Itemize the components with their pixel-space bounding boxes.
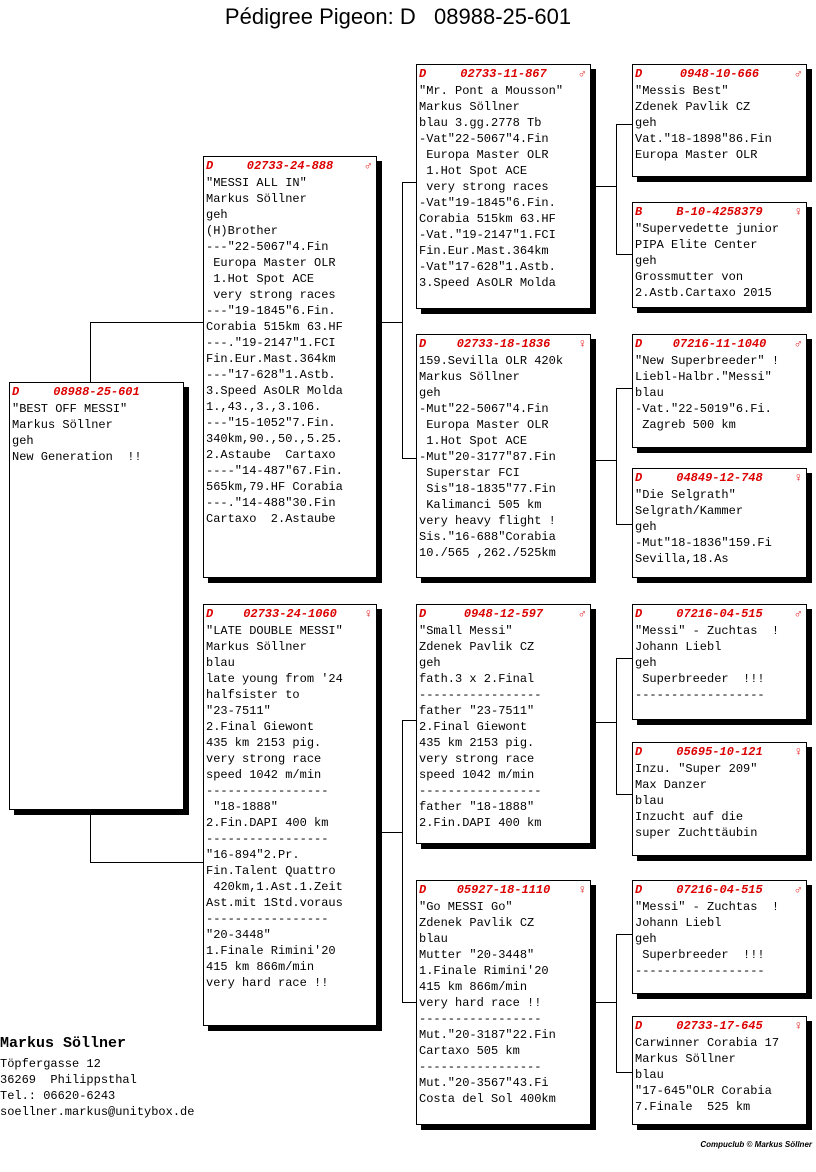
male-icon: ♂ (794, 67, 802, 81)
card-info-line: New Generation !! (12, 450, 142, 464)
ring-number: 0948-10-666 (679, 67, 760, 81)
ring-number: 07216-04-515 (676, 883, 763, 897)
card-info-line: -Vat."22-5019"6.Fi. (635, 402, 772, 416)
pigeon-card-mf-mother (632, 742, 807, 856)
card-info-line: geh (419, 656, 441, 670)
card-info-line: Superstar FCI (419, 466, 520, 480)
card-info-line: Superbreeder !!! (635, 948, 765, 962)
female-icon: ♀ (794, 745, 802, 759)
ring-number: 02733-18-1836 (456, 337, 551, 351)
card-info-line: Ast.mit 1Std.voraus (206, 896, 343, 910)
owner-phone: Tel.: 06620-6243 (0, 1089, 116, 1103)
card-info-line: "18-1888" (206, 800, 279, 814)
pigeon-card-ff-father (632, 64, 807, 177)
pigeon-card-fm-father (632, 334, 807, 448)
card-info-line: 2.Fin.DAPI 400 km (206, 816, 329, 830)
card-info-line: Markus Söllner (419, 100, 520, 114)
ring-number: 04849-12-748 (676, 471, 763, 485)
card-info-line: PIPA Elite Center (635, 238, 758, 252)
card-info-line: blau (206, 656, 235, 670)
card-info-line: 340km,90.,50.,5.25. (206, 432, 343, 446)
card-info-line: 2.Astaube Cartaxo (206, 448, 336, 462)
card-info-line: Europa Master OLR (419, 418, 549, 432)
card-info-line: "BEST OFF MESSI" (12, 402, 128, 416)
ring-number: 05695-10-121 (676, 745, 763, 759)
card-info-line: ---."14-488"30.Fin (206, 496, 336, 510)
card-info-line: 1.Hot Spot ACE (419, 434, 528, 448)
card-info-line: Markus Söllner (12, 418, 113, 432)
card-info-line: 2.Astb.Cartaxo 2015 (635, 286, 772, 300)
ring-number: 02733-24-888 (246, 159, 334, 173)
ring-number: B-10-4258379 (676, 205, 763, 219)
card-info-line: "Die Selgrath" (635, 488, 736, 502)
card-info-line: speed 1042 m/min (419, 768, 535, 782)
card-info-line: very strong races (206, 288, 336, 302)
card-info-line: -Mut"18-1836"159.Fi (635, 536, 772, 550)
card-info-line: 1.Hot Spot ACE (206, 272, 315, 286)
pigeon-card-mother-father (416, 604, 591, 844)
card-info-line: very hard race !! (206, 976, 329, 990)
female-icon: ♀ (794, 471, 802, 485)
card-info-line: 10./565 ,262./525km (419, 546, 556, 560)
card-info-line: blau (635, 794, 664, 808)
pigeon-card-fm-mother (632, 468, 807, 578)
card-info-line: "23-7511" (206, 704, 271, 718)
card-info-line: super Zuchttäubin (635, 826, 758, 840)
card-info-line: Superbreeder !!! (635, 672, 765, 686)
card-info-line: ----------------- (419, 688, 542, 702)
card-info-line: "Go MESSI Go" (419, 900, 513, 914)
card-info-line: Fin.Eur.Mast.364km (419, 244, 549, 258)
female-icon: ♀ (578, 337, 586, 351)
card-info-line: very strong races (419, 180, 549, 194)
card-info-line: Selgrath/Kammer (635, 504, 744, 518)
card-info-line: 415 km 866m/min (206, 960, 315, 974)
card-info-line: Max Danzer (635, 778, 708, 792)
card-info-line: very heavy flight ! (419, 514, 556, 528)
card-info-line: Markus Söllner (206, 192, 307, 206)
card-info-line: 435 km 2153 pig. (419, 736, 535, 750)
card-info-line: Zdenek Pavlik CZ (635, 100, 751, 114)
card-info-line: geh (635, 656, 657, 670)
card-info-line: blau (419, 932, 448, 946)
card-info-line: Cartaxo 2.Astaube (206, 512, 336, 526)
card-info-line: Kalimanci 505 km (419, 498, 542, 512)
card-info-line: "Mr. Pont a Mousson" (419, 84, 564, 98)
card-info-line: -Vat"17-628"1.Astb. (419, 260, 556, 274)
card-info-line: ----"14-487"67.Fin. (206, 464, 343, 478)
card-info-line: very strong race (206, 752, 322, 766)
card-info-line: Cartaxo 505 km (419, 1044, 520, 1058)
card-info-line: ------------------ (635, 964, 765, 978)
card-info-line: 420km,1.Ast.1.Zeit (206, 880, 343, 894)
card-info-line: ----------------- (206, 832, 329, 846)
pigeon-card-ff-mother (632, 202, 807, 308)
card-info-line: Costa del Sol 400km (419, 1092, 556, 1106)
card-info-line: 1.Finale Rimini'20 (206, 944, 336, 958)
pigeon-card-father-father (416, 64, 591, 309)
card-info-line: ----------------- (419, 1060, 542, 1074)
ring-number: 08988-25-601 (53, 385, 140, 399)
ring-number: 07216-11-1040 (672, 337, 767, 351)
ring-prefix: D (635, 745, 643, 759)
ring-prefix: D (635, 1019, 643, 1033)
card-info-line: "17-645"OLR Corabia (635, 1084, 772, 1098)
card-info-line: Europa Master OLR (206, 256, 336, 270)
card-info-line: Sis"18-1835"77.Fin (419, 482, 556, 496)
card-info-line: ---"15-1052"7.Fin. (206, 416, 336, 430)
card-info-line: "New Superbreeder" ! (635, 354, 780, 368)
pigeon-card-mother-mother (416, 880, 591, 1125)
card-info-line: ---"22-5067"4.Fin (206, 240, 329, 254)
card-info-line: 565km,79.HF Corabia (206, 480, 343, 494)
card-info-line: late young from '24 (206, 672, 343, 686)
male-icon: ♂ (364, 159, 372, 173)
card-info-line: blau (635, 1068, 664, 1082)
card-info-line: Fin.Eur.Mast.364km (206, 352, 336, 366)
card-info-line: -Vat"22-5067"4.Fin (419, 132, 549, 146)
card-info-line: Sis."16-688"Corabia (419, 530, 556, 544)
card-info-line: Fin.Talent Quattro (206, 864, 336, 878)
male-icon: ♂ (794, 337, 802, 351)
card-info-line: ------------------ (635, 688, 765, 702)
owner-email[interactable]: soellner.markus@unitybox.de (0, 1105, 195, 1119)
card-info-line: 1.Finale Rimini'20 (419, 964, 549, 978)
card-info-line: ----------------- (419, 1012, 542, 1026)
card-info-line: Liebl-Halbr."Messi" (635, 370, 772, 384)
ring-prefix: D (635, 883, 643, 897)
ring-number: 02733-17-645 (676, 1019, 763, 1033)
card-info-line: "Messi" - Zuchtas ! (635, 624, 780, 638)
footer-credit: Compuclub © Markus Söllner (700, 1140, 812, 1149)
ring-prefix: D (419, 607, 427, 621)
female-icon: ♀ (578, 883, 586, 897)
ring-number: 02733-11-867 (460, 67, 547, 81)
card-info-line: blau (635, 386, 664, 400)
card-info-line: (H)Brother (206, 224, 279, 238)
card-info-line: Johann Liebl (635, 640, 722, 654)
ring-prefix: D (206, 159, 214, 173)
card-info-line: Johann Liebl (635, 916, 722, 930)
ring-prefix: D (635, 67, 643, 81)
card-info-line: Zdenek Pavlik CZ (419, 916, 535, 930)
card-info-line: Zdenek Pavlik CZ (419, 640, 535, 654)
card-info-line: 1.,43.,3.,3.106. (206, 400, 322, 414)
card-info-line: geh (206, 208, 228, 222)
card-info-line: 7.Finale 525 km (635, 1100, 751, 1114)
card-info-line: 415 km 866m/min (419, 980, 528, 994)
card-info-line: -Mut"22-5067"4.Fin (419, 402, 549, 416)
male-icon: ♂ (578, 67, 586, 81)
male-icon: ♂ (794, 883, 802, 897)
card-info-line: geh (635, 520, 657, 534)
card-info-line: Corabia 515km 63.HF (206, 320, 343, 334)
card-info-line: "20-3448" (206, 928, 271, 942)
ring-prefix: D (419, 337, 427, 351)
card-info-line: "Supervedette junior (635, 222, 780, 236)
card-info-line: blau 3.gg.2778 Tb (419, 116, 542, 130)
ring-number: 02733-24-1060 (243, 607, 337, 621)
card-info-line: Sevilla,18.As (635, 552, 729, 566)
card-info-line: ----------------- (206, 912, 329, 926)
ring-prefix: D (419, 883, 427, 897)
page-title: Pédigree Pigeon: D 08988-25-601 (224, 4, 572, 29)
owner-name: Markus Söllner (0, 1035, 127, 1052)
card-info-line: geh (419, 386, 441, 400)
ring-prefix: D (419, 67, 427, 81)
card-info-line: "Messis Best" (635, 84, 729, 98)
card-info-line: Markus Söllner (206, 640, 307, 654)
card-info-line: Zagreb 500 km (635, 418, 736, 432)
pigeon-card-father (203, 156, 377, 578)
owner-city: 36269 Philippsthal (0, 1073, 137, 1087)
card-info-line: very strong race (419, 752, 535, 766)
card-info-line: 2.Final Giewont (419, 720, 528, 734)
card-info-line: Mutter "20-3448" (419, 948, 535, 962)
card-info-line: Mut."20-3187"22.Fin (419, 1028, 556, 1042)
card-info-line: ---."19-2147"1.FCI (206, 336, 336, 350)
pigeon-card-main (9, 382, 184, 810)
card-info-line: halfsister to (206, 688, 300, 702)
card-info-line: "16-894"2.Pr. (206, 848, 300, 862)
pigeon-card-mm-mother (632, 1016, 807, 1125)
card-info-line: Markus Söllner (419, 370, 520, 384)
card-info-line: -Vat."19-2147"1.FCI (419, 228, 556, 242)
card-info-line: 159.Sevilla OLR 420k (419, 354, 564, 368)
card-info-line: "Small Messi" (419, 624, 513, 638)
ring-number: 07216-04-515 (676, 607, 763, 621)
card-info-line: 435 km 2153 pig. (206, 736, 322, 750)
ring-prefix: D (206, 607, 214, 621)
card-info-line: Europa Master OLR (419, 148, 549, 162)
male-icon: ♂ (578, 607, 586, 621)
card-info-line: geh (635, 254, 657, 268)
card-info-line: ---"19-1845"6.Fin. (206, 304, 336, 318)
card-info-line: Europa Master OLR (635, 148, 758, 162)
ring-prefix: D (635, 337, 643, 351)
card-info-line: father "23-7511" (419, 704, 535, 718)
ring-number: 05927-18-1110 (456, 883, 551, 897)
card-info-line: very hard race !! (419, 996, 542, 1010)
male-icon: ♂ (794, 607, 802, 621)
pigeon-card-father-mother (416, 334, 591, 578)
card-info-line: geh (635, 116, 657, 130)
card-info-line: Inzucht auf die (635, 810, 744, 824)
card-info-line: Carwinner Corabia 17 (635, 1036, 780, 1050)
card-info-line: "LATE DOUBLE MESSI" (206, 624, 343, 638)
card-info-line: father "18-1888" (419, 800, 535, 814)
ring-prefix: B (635, 205, 643, 219)
card-info-line: geh (12, 434, 34, 448)
card-info-line: "Messi" - Zuchtas ! (635, 900, 780, 914)
card-info-line: Corabia 515km 63.HF (419, 212, 556, 226)
card-info-line: speed 1042 m/min (206, 768, 322, 782)
card-info-line: fath.3 x 2.Final (419, 672, 535, 686)
pigeon-card-mother (203, 604, 377, 1026)
owner-street: Töpfergasse 12 (0, 1057, 101, 1071)
card-info-line: Mut."20-3567"43.Fi (419, 1076, 549, 1090)
ring-prefix: D (635, 471, 643, 485)
card-info-line: Inzu. "Super 209" (635, 762, 758, 776)
card-info-line: 2.Final Giewont (206, 720, 315, 734)
card-info-line: -Vat"19-1845"6.Fin. (419, 196, 556, 210)
card-info-line: 3.Speed AsOLR Molda (206, 384, 343, 398)
card-info-line: ---"17-628"1.Astb. (206, 368, 336, 382)
pigeon-card-mf-father (632, 604, 807, 720)
card-info-line: -Mut"20-3177"87.Fin (419, 450, 556, 464)
card-info-line: ----------------- (206, 784, 329, 798)
pigeon-card-mm-father (632, 880, 807, 994)
card-info-line: 3.Speed AsOLR Molda (419, 276, 556, 290)
card-info-line: 1.Hot Spot ACE (419, 164, 528, 178)
female-icon: ♀ (794, 1019, 802, 1033)
card-info-line: Markus Söllner (635, 1052, 736, 1066)
card-info-line: geh (635, 932, 657, 946)
owner-info (0, 1034, 194, 1120)
card-info-line: "MESSI ALL IN" (206, 176, 307, 190)
female-icon: ♀ (364, 607, 372, 621)
card-info-line: Vat."18-1898"86.Fin (635, 132, 772, 146)
card-info-line: Grossmutter von (635, 270, 744, 284)
female-icon: ♀ (794, 205, 802, 219)
card-info-line: 2.Fin.DAPI 400 km (419, 816, 542, 830)
card-info-line: ----------------- (419, 784, 542, 798)
ring-prefix: D (635, 607, 643, 621)
ring-prefix: D (12, 385, 20, 399)
ring-number: 0948-12-597 (463, 607, 544, 621)
